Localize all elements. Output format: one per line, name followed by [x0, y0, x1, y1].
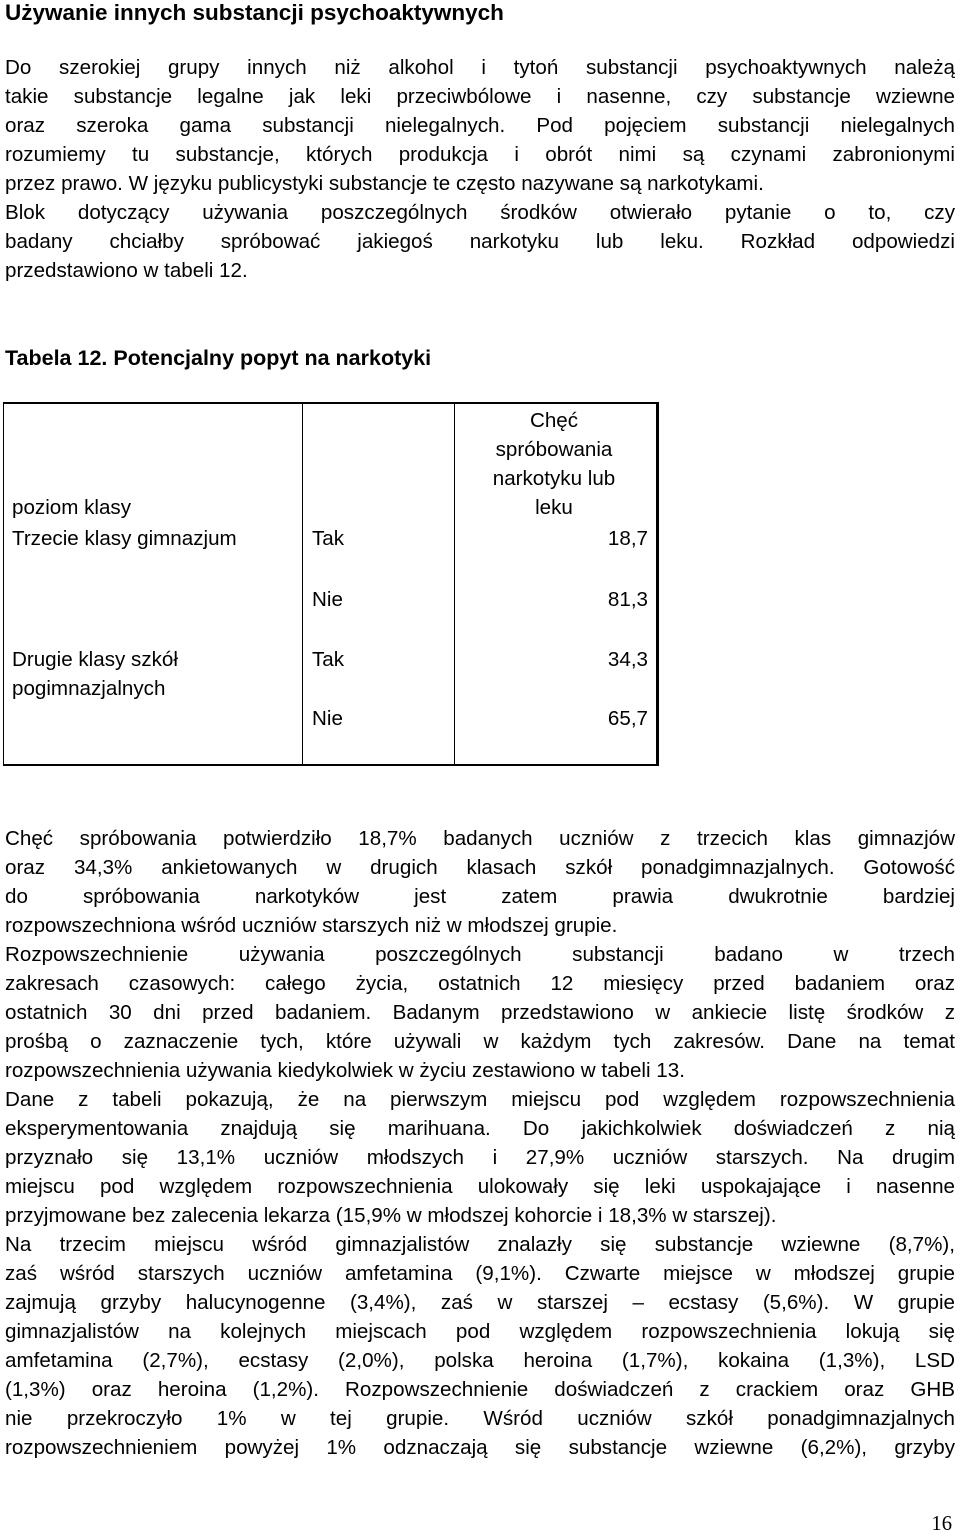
body-paragraph — [5, 824, 955, 1462]
section-title: Używanie innych substancji psychoaktywnych — [5, 0, 504, 25]
row-group-label: Trzecie klasy gimnazjum — [12, 527, 237, 550]
text-line: (1,3%) oraz heroina (1,2%). Rozpowszechnienie doświadczeń z crackiem oraz GHB — [5, 1378, 955, 1401]
text-line: miejscu pod względem rozpowszechnienia ulokowały się leki uspokajające i nasenne — [5, 1175, 955, 1198]
row-answer: Nie — [312, 588, 343, 611]
row-value: 34,3 — [607, 648, 648, 671]
text-line: ostatnich 30 dni przed badaniem. Badanym przedstawiono w ankiecie listę środków z — [5, 1001, 955, 1024]
page-number: 16 — [931, 1513, 952, 1535]
text-line: takie substancje legalne jak leki przeciwbólowe i nasenne, czy substancje wziewne — [5, 85, 955, 108]
header-line: Chęć — [529, 409, 579, 432]
row-group-line: Drugie klasy szkół — [12, 648, 178, 671]
text-line: gimnazjalistów na kolejnych miejscach pod względem rozpowszechnienia lokują się — [5, 1320, 955, 1343]
text-line: przedstawiono w tabeli 12. — [5, 259, 248, 282]
header-line: leku — [535, 496, 573, 519]
text-line: rozumiemy tu substancje, których produkcja i obrót nimi są czynami zabronionymi — [5, 143, 955, 166]
column-header-willingness — [459, 406, 649, 522]
table-caption: Tabela 12. Potencjalny popyt na narkotyki — [5, 346, 432, 370]
row-value: 18,7 — [607, 527, 648, 550]
text-line: rozpowszechniona wśród uczniów starszych niż w młodszej grupie. — [5, 914, 618, 937]
text-line: Blok dotyczący używania poszczególnych środków otwierało pytanie o to, czy — [5, 201, 955, 224]
text-line: amfetamina (2,7%), ecstasy (2,0%), polska heroina (1,7%), kokaina (1,3%), LSD — [5, 1349, 955, 1372]
row-answer: Nie — [312, 707, 343, 730]
text-line: zajmują grzyby halucynogenne (3,4%), zaś w starszej – ecstasy (5,6%). W grupie — [5, 1291, 955, 1314]
table-divider — [454, 404, 455, 764]
row-group-line: pogimnazjalnych — [12, 677, 166, 700]
text-line: oraz szeroka gama substancji nielegalnych. Pod pojęciem substancji nielegalnych — [5, 114, 955, 137]
text-line: nie przekroczyło 1% w tej grupie. Wśród uczniów szkół ponadgimnazjalnych — [5, 1407, 955, 1430]
row-value: 81,3 — [607, 588, 648, 611]
text-line: Na trzecim miejscu wśród gimnazjalistów znalazły się substancje wziewne (8,7%), — [5, 1233, 955, 1256]
column-header-class-level: poziom klasy — [12, 496, 132, 519]
table-divider — [302, 404, 303, 764]
row-group-label — [12, 645, 178, 703]
row-answer: Tak — [312, 648, 345, 671]
text-line: przez prawo. W języku publicystyki substancje te często nazywane są narkotykami. — [5, 172, 764, 195]
text-line: zakresach czasowych: całego życia, ostatnich 12 miesięcy przed badaniem oraz — [5, 972, 955, 995]
intro-paragraph — [5, 53, 955, 285]
text-line: badany chciałby spróbować jakiegoś narkotyku lub leku. Rozkład odpowiedzi — [5, 230, 955, 253]
text-line: Chęć spróbowania potwierdziło 18,7% badanych uczniów z trzecich klas gimnazjów — [5, 827, 955, 850]
text-line: oraz 34,3% ankietowanych w drugich klasach szkół ponadgimnazjalnych. Gotowość — [5, 856, 955, 879]
text-line: Dane z tabeli pokazują, że na pierwszym miejscu pod względem rozpowszechnienia — [5, 1088, 955, 1111]
header-line: spróbowania — [495, 438, 613, 461]
text-line: do spróbowania narkotyków jest zatem prawia dwukrotnie bardziej — [5, 885, 955, 908]
text-line: prośbą o zaznaczenie tych, które używali w każdym tych zakresów. Dane na temat — [5, 1030, 955, 1053]
text-line: rozpowszechnienia używania kiedykolwiek w życiu zestawiono w tabeli 13. — [5, 1059, 685, 1082]
header-line: narkotyku lub — [492, 467, 616, 490]
text-line: Do szerokiej grupy innych niż alkohol i tytoń substancji psychoaktywnych należą — [5, 56, 955, 79]
demand-table — [3, 402, 659, 766]
text-line: przyjmowane bez zalecenia lekarza (15,9% w młodszej kohorcie i 18,3% w starszej). — [5, 1204, 777, 1227]
row-value: 65,7 — [607, 707, 648, 730]
text-line: Rozpowszechnienie używania poszczególnych substancji badano w trzech — [5, 943, 955, 966]
text-line: zaś wśród starszych uczniów amfetamina (9,1%). Czwarte miejsce w młodszej grupie — [5, 1262, 955, 1285]
row-answer: Tak — [312, 527, 345, 550]
text-line: rozpowszechnieniem powyżej 1% odznaczają się substancje wziewne (6,2%), grzyby — [5, 1436, 955, 1459]
text-line: eksperymentowania znajdują się marihuana. Do jakichkolwiek doświadczeń z nią — [5, 1117, 955, 1140]
text-line: przyznało się 13,1% uczniów młodszych i 27,9% uczniów starszych. Na drugim — [5, 1146, 955, 1169]
